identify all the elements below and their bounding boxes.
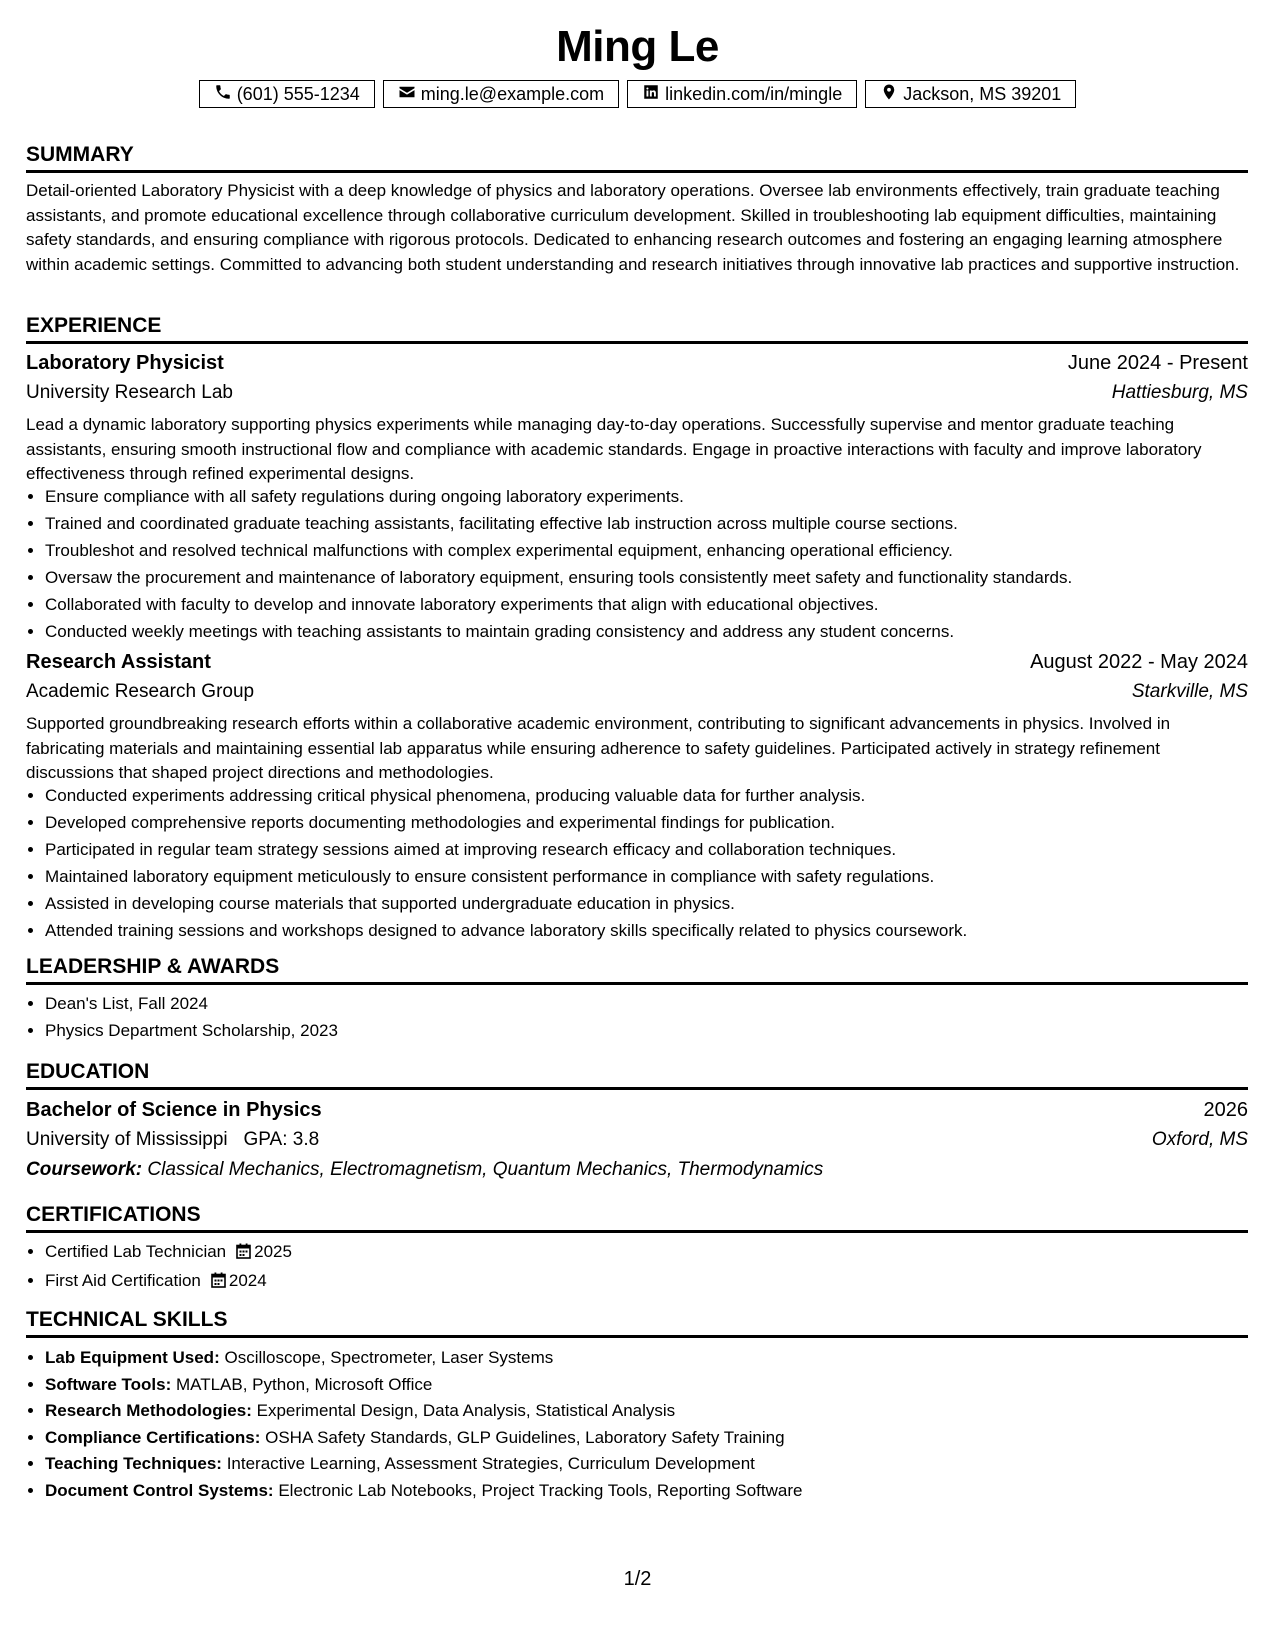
list-item: • Trained and coordinated graduate teaching assistants, facilitating effective lab instruction across multiple course sections. [45, 510, 1267, 537]
contact-linkedin-text: linkedin.com/in/mingle [665, 83, 843, 104]
job-1-header [26, 349, 1248, 377]
contact-location-text: Jackson, MS 39201 [903, 83, 1062, 104]
list-item: • Developed comprehensive reports documenting methodologies and experimental findings for publication. [45, 809, 1267, 836]
job-2-header [26, 648, 1248, 676]
skill-label: Software Tools: [45, 1374, 172, 1394]
education-year: 2026 [1203, 1099, 1248, 1121]
contact-bar [0, 80, 1275, 108]
list-item: • Dean's List, Fall 2024 [45, 990, 1267, 1017]
skill-value: OSHA Safety Standards, GLP Guidelines, Laboratory Safety Training [265, 1427, 785, 1447]
job-2-org: Academic Research Group [26, 681, 255, 702]
list-item: • Assisted in developing course materials that supported undergraduate education in physics. [45, 890, 1267, 917]
certifications-heading: CERTIFICATIONS [26, 1202, 1248, 1233]
phone-icon [214, 83, 232, 106]
linkedin-icon [642, 83, 660, 106]
coursework-label: Coursework: [26, 1159, 143, 1180]
contact-phone-text: (601) 555-1234 [236, 83, 360, 104]
page-number: 1/2 [623, 1568, 652, 1590]
job-1-dates: June 2024 - Present [1067, 352, 1248, 374]
job-2-description: Supported groundbreaking research efforts within a collaborative academic environment, contributing to significant advancements in physics. Involved in fabricating materials and maintaining essential lab apparatus while ensuring adherence to safety guidelines. Participated actively in strategy refinement discussions that shaped project directions and methodologies. [26, 714, 1171, 783]
coursework-list: Classical Mechanics, Electromagnetism, Quantum Mechanics, Thermodynamics [147, 1159, 824, 1180]
job-2-dates: August 2022 - May 2024 [1030, 651, 1248, 673]
certifications-list [26, 1239, 1267, 1296]
education-coursework [26, 1156, 1248, 1184]
list-item [45, 1372, 1267, 1399]
list-item: • Maintained laboratory equipment meticulously to ensure consistent performance in compliance with safety regulations. [45, 863, 1267, 890]
skill-label: Compliance Certifications: [45, 1427, 261, 1447]
skill-label: Lab Equipment Used: [45, 1348, 220, 1367]
list-item [45, 1425, 1267, 1452]
candidate-name: Ming Le [556, 22, 719, 71]
contact-email-text: ming.le@example.com [420, 83, 605, 104]
education-header [26, 1096, 1248, 1124]
cert-1-year: 2025 [254, 1242, 292, 1261]
contact-email[interactable] [383, 80, 619, 108]
list-item: • Physics Department Scholarship, 2023 [45, 1017, 1267, 1044]
calendar-icon [236, 1241, 251, 1268]
list-item: • Attended training sessions and workshops designed to advance laboratory skills specifically related to physics coursework. [45, 917, 1267, 944]
list-item [45, 1451, 1267, 1478]
list-item [45, 1268, 1267, 1297]
education-heading: EDUCATION [26, 1059, 1248, 1090]
skill-value: Interactive Learning, Assessment Strategies, Curriculum Development [226, 1454, 755, 1473]
contact-location[interactable] [865, 80, 1076, 108]
education-school: University of Mississippi [26, 1129, 228, 1150]
contact-linkedin[interactable] [627, 80, 857, 108]
experience-heading: EXPERIENCE [26, 313, 1248, 344]
skill-label: Research Methodologies: [45, 1401, 252, 1420]
calendar-icon [211, 1270, 226, 1297]
job-1-description: Lead a dynamic laboratory supporting physics experiments while managing day-to-day operations. Successfully supervise and mentor graduate teaching assistants, ensuring smooth instructional flow and compliance with academic standards. Engage in proactive interactions with faculty and improve laboratory effectiveness through refined experimental designs. [26, 415, 1202, 484]
skill-value: MATLAB, Python, Microsoft Office [175, 1374, 433, 1394]
list-item: • Conducted experiments addressing critical physical phenomena, producing valuable data for further analysis. [45, 782, 1267, 809]
list-item: • Ensure compliance with all safety regulations during ongoing laboratory experiments. [45, 483, 1267, 510]
map-pin-icon [880, 83, 898, 106]
skill-label: Teaching Techniques: [45, 1454, 222, 1473]
job-2-location: Starkville, MS [1131, 681, 1248, 702]
cert-2-name: First Aid Certification [45, 1270, 201, 1290]
skills-heading: TECHNICAL SKILLS [26, 1307, 1248, 1338]
job-1-bullets [26, 483, 1267, 645]
job-2-role: Research Assistant [26, 651, 211, 673]
job-1-subheader [26, 379, 1248, 407]
list-item: • Troubleshot and resolved technical malfunctions with complex experimental equipment, enhancing operational efficiency. [45, 537, 1267, 564]
awards-heading: LEADERSHIP & AWARDS [26, 954, 1248, 985]
awards-list [26, 990, 1267, 1044]
list-item: • Collaborated with faculty to develop and innovate laboratory experiments that align with educational objectives. [45, 591, 1267, 618]
skill-value: Experimental Design, Data Analysis, Statistical Analysis [256, 1401, 676, 1420]
list-item [45, 1345, 1267, 1372]
list-item [45, 1398, 1267, 1425]
list-item: • Participated in regular team strategy sessions aimed at improving research efficacy and collaboration techniques. [45, 836, 1267, 863]
list-item: • Conducted weekly meetings with teaching assistants to maintain grading consistency and address any student concerns. [45, 618, 1267, 645]
job-2-subheader [26, 678, 1248, 706]
job-1-role: Laboratory Physicist [26, 352, 224, 374]
list-item: • Oversaw the procurement and maintenance of laboratory equipment, ensuring tools consistently meet safety and functionality standards. [45, 564, 1267, 591]
contact-phone[interactable] [199, 80, 375, 108]
education-location: Oxford, MS [1151, 1129, 1248, 1150]
summary-text: Detail-oriented Laboratory Physicist with a deep knowledge of physics and laboratory operations. Oversee lab environments effectively, train graduate teaching assistants, and promote educational excellence through collaborative curriculum development. Skilled in troubleshooting lab equipment difficulties, maintaining safety standards, and ensuring compliance with rigorous protocols. Dedicated to enhancing research outcomes and fostering an engaging learning atmosphere within academic settings. Committed to advancing both student understanding and research initiatives through innovative lab practices and supportive instruction. [26, 181, 1240, 274]
cert-1-name: Certified Lab Technician [45, 1242, 227, 1261]
list-item [45, 1239, 1267, 1268]
skill-value: Oscilloscope, Spectrometer, Laser Systems [224, 1348, 554, 1367]
education-gpa: GPA: 3.8 [243, 1129, 320, 1150]
job-1-location: Hattiesburg, MS [1111, 382, 1248, 403]
job-1-org: University Research Lab [26, 382, 233, 403]
education-degree: Bachelor of Science in Physics [26, 1099, 322, 1121]
list-item [45, 1478, 1267, 1505]
job-2-bullets [26, 782, 1267, 944]
cert-2-year: 2024 [228, 1270, 267, 1290]
summary-heading: SUMMARY [26, 142, 1248, 173]
skill-label: Document Control Systems: [45, 1480, 274, 1500]
education-subheader [26, 1126, 1248, 1154]
skills-list [26, 1345, 1267, 1504]
envelope-icon [398, 83, 416, 106]
skill-value: Electronic Lab Notebooks, Project Tracking Tools, Reporting Software [278, 1480, 803, 1500]
